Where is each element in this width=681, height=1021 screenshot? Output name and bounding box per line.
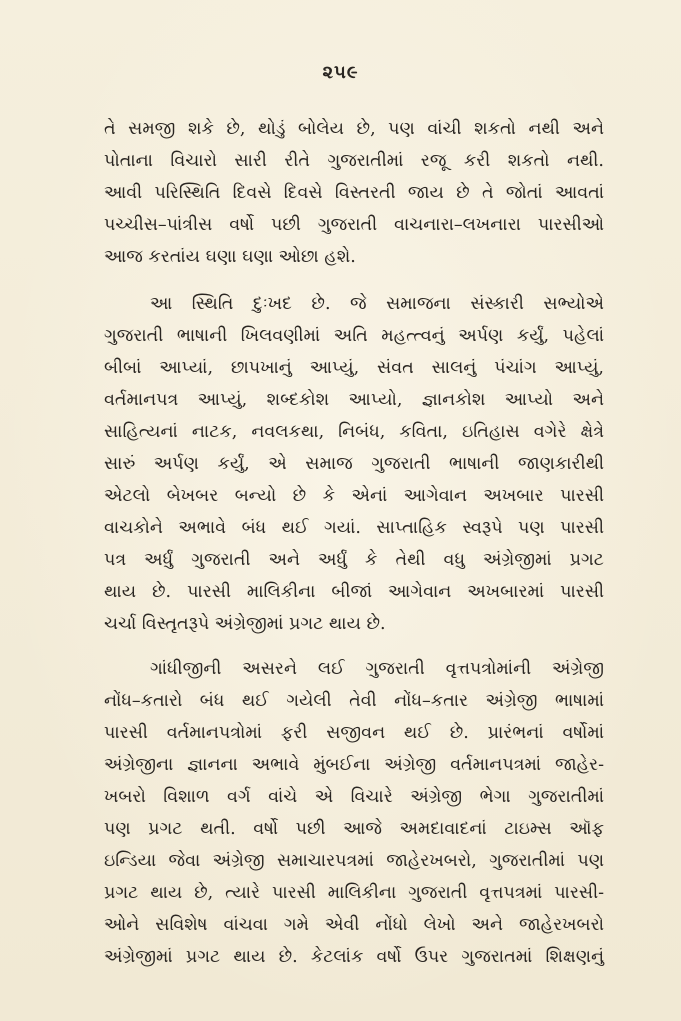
paragraph-2-line-4: વર્તમાનપત્ર આપ્યું, શબ્દકોશ આપ્યો, જ્ઞાનકોશ આપ્યો અને (104, 390, 604, 410)
paragraph-2-line-11: ચર્ચા વિસ્તૃતરૂપે અંગ્રેજીમાં પ્રગટ થાય છે. (104, 614, 386, 634)
paragraph-2-line-5: સાહિત્યનાં નાટક, નવલકથા, નિબંધ, કવિતા, ઇતિહાસ વગેરે ક્ષેત્રે (104, 422, 604, 442)
paragraph-3-line-4: અંગ્રેજીના જ્ઞાનના અભાવે મુંબઈના અંગ્રેજી વર્તમાનપત્રમાં જાહેર- (104, 755, 604, 775)
paragraph-3-line-7: ઇન્ડિયા જેવા અંગ્રેજી સમાચારપત્રમાં જાહેરખબરો, ગુજરાતીમાં પણ (104, 851, 604, 871)
paragraph-2-line-10: થાય છે. પારસી માલિકીના બીજાં આગેવાન અખબારમાં પારસી (104, 582, 604, 602)
paragraph-1-line-1: તે સમજી શકે છે, થોડું બોલેય છે, પણ વાંચી શકતો નથી અને (104, 119, 604, 139)
paragraph-2-line-3: બીબાં આપ્યાં, છાપખાનું આપ્યું, સંવત સાલનું પંચાંગ આપ્યું, (104, 358, 604, 378)
paragraph-3-line-1: ગાંધીજીની અસરને લઈ ગુજરાતી વૃત્તપત્રોમાંની અંગ્રેજી (150, 659, 604, 679)
paragraph-2-line-6: સારું અર્પણ કર્યું, એ સમાજ ગુજરાતી ભાષાની જાણકારીથી (104, 454, 604, 474)
paragraph-3-line-3: પારસી વર્તમાનપત્રોમાં ફરી સજીવન થઈ છે. પ્રારંભનાં વર્ષોમાં (104, 723, 604, 743)
paragraph-3-line-6: પણ પ્રગટ થતી. વર્ષો પછી આજે અમદાવાદનાં ટાઇમ્સ ઑફ (104, 819, 604, 839)
paragraph-2-line-7: એટલો બેખબર બન્યો છે કે એનાં આગેવાન અખબાર પારસી (104, 486, 604, 506)
paragraph-2-line-9: પત્ર અર્ધું ગુજરાતી અને અર્ધું કે તેથી વધુ અંગ્રેજીમાં પ્રગટ (104, 550, 604, 570)
paragraph-1-line-5: આજ કરતાંય ઘણા ઘણા ઓછા હશે. (104, 247, 356, 267)
paragraph-1-line-2: પોતાના વિચારો સારી રીતે ગુજરાતીમાં રજૂ કરી શકતો નથી. (104, 151, 604, 171)
paragraph-1-line-4: પચ્ચીસ–પાંત્રીસ વર્ષો પછી ગુજરાતી વાચનારા–લખનારા પારસીઓ (104, 215, 604, 235)
paragraph-3-line-2: નોંધ–કતારો બંધ થઈ ગયેલી તેવી નોંધ–કતાર અંગ્રેજી ભાષામાં (104, 691, 604, 711)
paragraph-3-line-5: ખબરો વિશાળ વર્ગ વાંચે એ વિચારે અંગ્રેજી ભેગા ગુજરાતીમાં (104, 787, 604, 807)
paragraph-1-line-3: આવી પરિસ્થિતિ દિવસે દિવસે વિસ્તરતી જાય છે તે જોતાં આવતાં (104, 183, 604, 203)
paragraph-3-line-8: પ્રગટ થાય છે, ત્યારે પારસી માલિકીના ગુજરાતી વૃત્તપત્રમાં પારસી- (104, 883, 604, 903)
paragraph-3-line-10: અંગ્રેજીમાં પ્રગટ થાય છે. કેટલાંક વર્ષો ઉપર ગુજરાતમાં શિક્ષણનું (104, 947, 604, 967)
paragraph-2-line-2: ગુજરાતી ભાષાની ખિલવણીમાં અતિ મહત્ત્વનું અર્પણ કર્યું, પહેલાં (104, 326, 604, 346)
page-number: ૨૫૯ (322, 62, 359, 83)
paragraph-2-line-8: વાચકોને અભાવે બંધ થઈ ગયાં. સાપ્તાહિક સ્વરૂપે પણ પારસી (104, 518, 604, 538)
paragraph-2-line-1: આ સ્થિતિ દુઃખદ છે. જે સમાજના સંસ્કારી સભ્યોએ (150, 294, 604, 314)
paragraph-3-line-9: ઓને સવિશેષ વાંચવા ગમે એવી નોંધો લેખો અને જાહેરખબરો (104, 915, 604, 935)
